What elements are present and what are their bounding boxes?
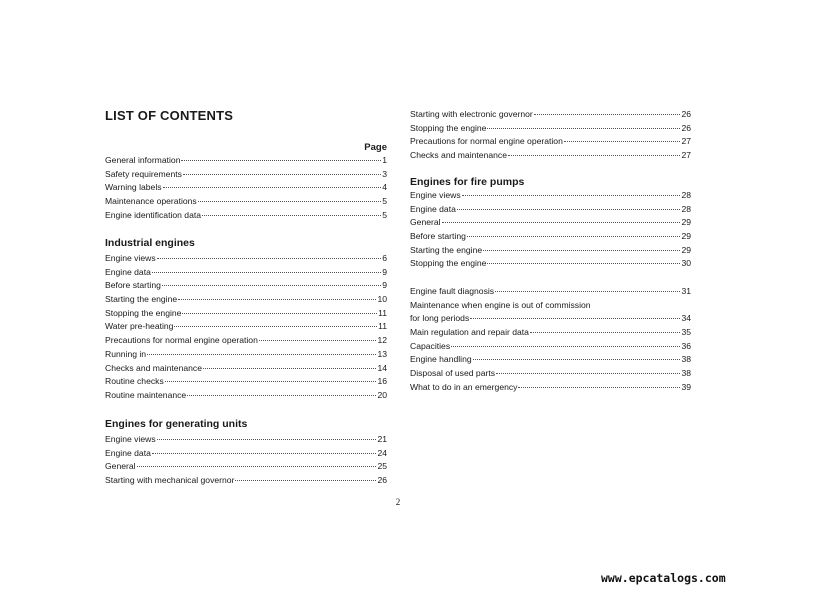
toc-entry-label: Engine views	[410, 190, 461, 200]
dot-leader	[530, 332, 680, 333]
toc-entry-page: 34	[681, 313, 691, 324]
toc-entry-label: Engine handling	[410, 354, 472, 365]
toc-entry[interactable]	[105, 168, 387, 182]
page-column-header: Page	[364, 142, 387, 153]
toc-entry[interactable]	[105, 154, 387, 168]
toc-entry-label: for long periods	[410, 313, 470, 324]
dot-leader	[187, 395, 376, 396]
toc-entry-page: 6	[382, 253, 387, 263]
toc-entry-label: Stopping the engine	[410, 122, 487, 133]
toc-entry[interactable]	[105, 348, 387, 362]
toc-entry[interactable]	[105, 375, 387, 389]
toc-entry[interactable]	[105, 307, 387, 321]
toc-entry[interactable]	[410, 257, 691, 271]
section-heading-generating-units: Engines for generating units	[105, 418, 248, 430]
dot-leader	[202, 215, 381, 216]
toc-entry[interactable]	[105, 279, 387, 293]
toc-entry[interactable]	[410, 230, 691, 244]
dot-leader	[457, 209, 681, 210]
toc-entry-page: 11	[378, 307, 387, 318]
toc-entry-label: Routine checks	[105, 376, 164, 387]
toc-entry-label: Engine views	[105, 253, 156, 263]
dot-leader	[518, 387, 680, 388]
toc-entry-page: 25	[377, 461, 387, 472]
dot-leader	[157, 258, 382, 259]
toc-entry-label: Precautions for normal engine operation	[410, 136, 563, 147]
toc-entry-page: 28	[681, 203, 691, 214]
toc-entry[interactable]	[105, 447, 387, 461]
page-title: LIST OF CONTENTS	[105, 108, 234, 123]
dot-leader	[508, 155, 680, 156]
toc-entry[interactable]	[410, 189, 691, 203]
toc-entry[interactable]	[410, 135, 691, 149]
toc-entry-label: Engine data	[105, 447, 151, 458]
toc-entry-page: 26	[681, 109, 691, 119]
toc-entry-page: 9	[382, 266, 387, 277]
toc-entry-label: Water pre-heating	[105, 321, 174, 332]
dot-leader	[534, 114, 681, 115]
toc-entry-label: Engine data	[105, 266, 151, 277]
toc-entry-page: 36	[681, 340, 691, 351]
dot-leader	[198, 201, 381, 202]
toc-entry-label: Precautions for normal engine operation	[105, 335, 258, 346]
toc-entry-label: Engine views	[105, 434, 156, 444]
section-heading-fire-pumps: Engines for fire pumps	[410, 176, 525, 188]
toc-entry-label: Starting with mechanical governor	[105, 475, 235, 486]
toc-entry-label: Before starting	[105, 280, 161, 291]
toc-group-intro	[105, 154, 387, 222]
toc-entry-page: 12	[377, 335, 387, 346]
toc-entry[interactable]	[105, 362, 387, 376]
toc-entry-label: Safety requirements	[105, 168, 182, 179]
dot-leader	[183, 174, 381, 175]
dot-leader	[182, 313, 377, 314]
toc-entry[interactable]	[410, 122, 691, 136]
toc-entry-page: 26	[681, 122, 691, 133]
toc-entry-page: 38	[681, 354, 691, 365]
dot-leader	[467, 236, 681, 237]
toc-entry-label: Stopping the engine	[410, 258, 487, 269]
dot-leader	[473, 359, 681, 360]
toc-entry[interactable]	[410, 244, 691, 258]
dot-leader	[137, 466, 377, 467]
toc-entry[interactable]	[105, 433, 387, 447]
dot-leader	[235, 480, 376, 481]
toc-entry-label: Engine identification data	[105, 209, 202, 220]
toc-entry-page: 4	[382, 182, 387, 193]
dot-leader	[564, 141, 681, 142]
dot-leader	[152, 272, 381, 273]
toc-entry[interactable]	[105, 266, 387, 280]
toc-entry-page: 21	[377, 434, 387, 444]
toc-entry[interactable]	[410, 285, 691, 299]
toc-entry-label: Main regulation and repair data	[410, 327, 529, 338]
toc-entry[interactable]	[410, 203, 691, 217]
toc-entry-page: 28	[681, 190, 691, 200]
dot-leader	[181, 160, 381, 161]
toc-entry-page: 27	[681, 150, 691, 161]
toc-entry-label: General information	[105, 155, 181, 165]
toc-entry-page: 26	[377, 475, 387, 486]
toc-entry-label: Capacities	[410, 340, 451, 351]
toc-entry-label: Disposal of used parts	[410, 368, 496, 379]
toc-entry-page: 14	[377, 362, 387, 373]
toc-entry-page: 1	[382, 155, 387, 165]
toc-entry[interactable]	[105, 460, 387, 474]
dot-leader	[163, 187, 382, 188]
toc-group-generating-units	[105, 433, 387, 488]
toc-entry-label: Checks and maintenance	[410, 150, 507, 161]
toc-entry-label: Starting with electronic governor	[410, 109, 533, 119]
toc-group-fire-pumps	[410, 189, 691, 271]
toc-entry-label: Starting the engine	[105, 294, 178, 305]
toc-entry[interactable]	[105, 293, 387, 307]
dot-leader	[442, 222, 681, 223]
dot-leader	[495, 291, 680, 292]
toc-group-general	[410, 285, 691, 395]
toc-group-generating-continued	[410, 108, 691, 163]
toc-entry-page: 29	[681, 217, 691, 228]
dot-leader	[174, 326, 377, 327]
dot-leader	[178, 299, 376, 300]
section-heading-industrial: Industrial engines	[105, 237, 195, 249]
toc-entry[interactable]	[410, 108, 691, 122]
toc-entry[interactable]	[410, 367, 691, 381]
dot-leader	[165, 381, 377, 382]
toc-entry-label: Checks and maintenance	[105, 362, 202, 373]
toc-entry[interactable]	[105, 334, 387, 348]
toc-entry-page: 3	[382, 168, 387, 179]
toc-entry-label: General	[105, 461, 136, 472]
dot-leader	[259, 340, 377, 341]
toc-entry-label: Stopping the engine	[105, 307, 182, 318]
toc-entry-page: 5	[382, 196, 387, 207]
toc-entry-page: 16	[377, 376, 387, 387]
toc-entry-page: 27	[681, 136, 691, 147]
dot-leader	[203, 368, 376, 369]
dot-leader	[483, 250, 680, 251]
toc-entry-page: 31	[681, 286, 691, 296]
toc-entry-page: 38	[681, 368, 691, 379]
toc-entry-page: 29	[681, 244, 691, 255]
toc-entry-page: 20	[377, 389, 387, 400]
toc-entry[interactable]	[105, 195, 387, 209]
toc-entry-label: Before starting	[410, 231, 466, 242]
toc-entry-page: 24	[377, 447, 387, 458]
toc-entry-page: 29	[681, 231, 691, 242]
toc-entry-label: Starting the engine	[410, 244, 483, 255]
toc-entry-page: 13	[377, 348, 387, 359]
dot-leader	[487, 128, 680, 129]
toc-entry[interactable]	[105, 474, 387, 488]
toc-entry-label: Running in	[105, 348, 147, 359]
toc-entry-page: 9	[382, 280, 387, 291]
toc-entry-label: What to do in an emergency	[410, 381, 518, 392]
toc-entry[interactable]	[105, 209, 387, 223]
dot-leader	[462, 195, 681, 196]
toc-entry-page: 5	[382, 209, 387, 220]
dot-leader	[147, 354, 376, 355]
toc-entry[interactable]	[410, 326, 691, 340]
toc-entry-page: 10	[377, 294, 387, 305]
toc-group-industrial	[105, 252, 387, 403]
dot-leader	[152, 453, 377, 454]
toc-entry-page: 35	[681, 327, 691, 338]
toc-entry-label: Routine maintenance	[105, 389, 187, 400]
toc-entry-page: 39	[681, 381, 691, 392]
toc-entry[interactable]	[105, 252, 387, 266]
toc-entry[interactable]	[410, 353, 691, 367]
page-number: 2	[395, 497, 401, 507]
dot-leader	[487, 263, 680, 264]
toc-entry[interactable]	[105, 320, 387, 334]
toc-entry-label: Engine data	[410, 203, 456, 214]
toc-entry[interactable]	[410, 149, 691, 163]
toc-entry[interactable]	[410, 340, 691, 354]
toc-entry-label: General	[410, 217, 441, 228]
dot-leader	[496, 373, 680, 374]
toc-entry-page: 11	[378, 321, 387, 332]
toc-entry-page: 30	[681, 258, 691, 269]
toc-entry-label: Maintenance operations	[105, 196, 197, 207]
toc-entry-label: Engine fault diagnosis	[410, 286, 495, 296]
dot-leader	[162, 285, 381, 286]
toc-entry[interactable]	[105, 181, 387, 195]
toc-entry-label-line[interactable]: Maintenance when engine is out of commission	[410, 299, 591, 310]
toc-entry[interactable]	[410, 381, 691, 395]
toc-entry-label: Warning labels	[105, 182, 162, 193]
dot-leader	[451, 346, 680, 347]
dot-leader	[157, 439, 377, 440]
toc-entry[interactable]	[410, 312, 691, 326]
dot-leader	[470, 318, 680, 319]
toc-entry[interactable]	[105, 389, 387, 403]
toc-entry[interactable]	[410, 216, 691, 230]
watermark: www.epcatalogs.com	[601, 571, 726, 585]
